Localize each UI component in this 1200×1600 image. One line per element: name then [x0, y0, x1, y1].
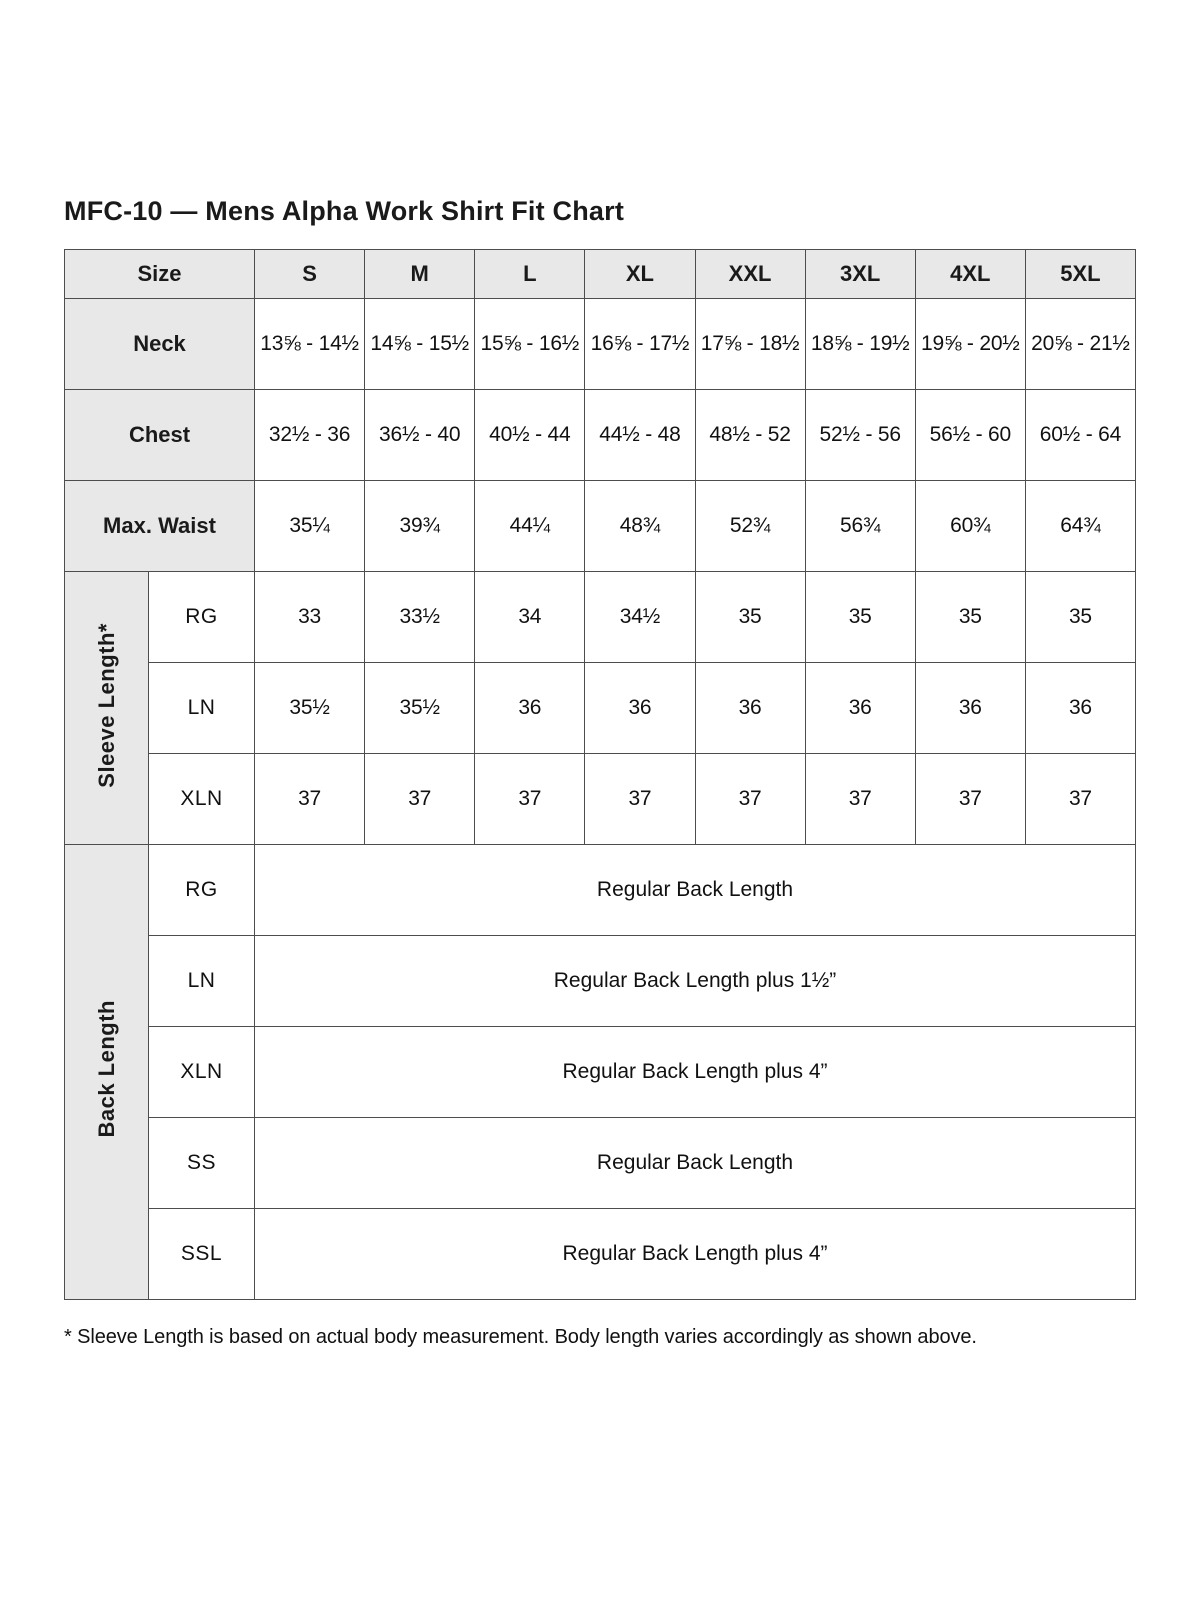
max-waist-value: 35¼ [255, 481, 365, 572]
neck-row [65, 299, 1136, 390]
sleeve-rg-value: 35 [695, 572, 805, 663]
back-ssl-row [65, 1209, 1136, 1300]
sleeve-xln-row [65, 754, 1136, 845]
header-size-4xl: 4XL [915, 250, 1025, 299]
neck-value: 16⅝ - 17½ [585, 299, 695, 390]
back-xln-row [65, 1027, 1136, 1118]
sleeve-xln-value: 37 [585, 754, 695, 845]
header-size-m: M [365, 250, 475, 299]
max-waist-value: 64¾ [1025, 481, 1135, 572]
footnote: * Sleeve Length is based on actual body measurement. Body length varies accordingly as shown above. [64, 1326, 977, 1348]
header-size-l: L [475, 250, 585, 299]
neck-value: 17⅝ - 18½ [695, 299, 805, 390]
chest-value: 48½ - 52 [695, 390, 805, 481]
sleeve-rg-value: 33 [255, 572, 365, 663]
sleeve-ln-value: 36 [1025, 663, 1135, 754]
chest-value: 32½ - 36 [255, 390, 365, 481]
back-rg-value: Regular Back Length [255, 845, 1136, 936]
sleeve-rg-row [65, 572, 1136, 663]
back-length-label-text: Back Length [93, 1000, 119, 1138]
max-waist-value: 60¾ [915, 481, 1025, 572]
chest-row [65, 390, 1136, 481]
sleeve-length-section-label [65, 572, 149, 845]
back-length-section-label [65, 845, 149, 1300]
max-waist-value: 56¾ [805, 481, 915, 572]
max-waist-value: 39¾ [365, 481, 475, 572]
sleeve-rg-label: RG [149, 572, 255, 663]
page-title: MFC-10 — Mens Alpha Work Shirt Fit Chart [64, 196, 625, 226]
back-ssl-value: Regular Back Length plus 4” [255, 1209, 1136, 1300]
neck-value: 18⅝ - 19½ [805, 299, 915, 390]
sleeve-ln-label: LN [149, 663, 255, 754]
neck-value: 15⅝ - 16½ [475, 299, 585, 390]
fit-chart-table [64, 249, 1136, 1300]
neck-value: 20⅝ - 21½ [1025, 299, 1135, 390]
neck-value: 19⅝ - 20½ [915, 299, 1025, 390]
neck-value: 13⅝ - 14½ [255, 299, 365, 390]
sleeve-ln-value: 36 [585, 663, 695, 754]
sleeve-ln-value: 35½ [365, 663, 475, 754]
sleeve-ln-value: 36 [475, 663, 585, 754]
max-waist-value: 48¾ [585, 481, 695, 572]
header-size-xxl: XXL [695, 250, 805, 299]
back-ss-label: SS [149, 1118, 255, 1209]
max-waist-row-label: Max. Waist [65, 481, 255, 572]
neck-row-label: Neck [65, 299, 255, 390]
back-xln-value: Regular Back Length plus 4” [255, 1027, 1136, 1118]
sleeve-rg-value: 34½ [585, 572, 695, 663]
back-ssl-label: SSL [149, 1209, 255, 1300]
header-size-s: S [255, 250, 365, 299]
chest-value: 44½ - 48 [585, 390, 695, 481]
chest-value: 40½ - 44 [475, 390, 585, 481]
header-size-5xl: 5XL [1025, 250, 1135, 299]
sleeve-xln-value: 37 [255, 754, 365, 845]
back-ss-row [65, 1118, 1136, 1209]
chest-value: 52½ - 56 [805, 390, 915, 481]
sleeve-length-label-text: Sleeve Length* [93, 622, 119, 788]
back-ln-row [65, 936, 1136, 1027]
sleeve-ln-value: 36 [805, 663, 915, 754]
back-ln-label: LN [149, 936, 255, 1027]
max-waist-value: 52¾ [695, 481, 805, 572]
sleeve-ln-value: 36 [695, 663, 805, 754]
sleeve-ln-row [65, 663, 1136, 754]
chest-value: 60½ - 64 [1025, 390, 1135, 481]
neck-value: 14⅝ - 15½ [365, 299, 475, 390]
chest-value: 56½ - 60 [915, 390, 1025, 481]
chest-row-label: Chest [65, 390, 255, 481]
header-size-xl: XL [585, 250, 695, 299]
sleeve-xln-value: 37 [805, 754, 915, 845]
sleeve-xln-value: 37 [365, 754, 475, 845]
sleeve-xln-value: 37 [695, 754, 805, 845]
sleeve-rg-value: 35 [915, 572, 1025, 663]
back-ss-value: Regular Back Length [255, 1118, 1136, 1209]
sleeve-ln-value: 36 [915, 663, 1025, 754]
back-ln-value: Regular Back Length plus 1½” [255, 936, 1136, 1027]
back-xln-label: XLN [149, 1027, 255, 1118]
header-size-3xl: 3XL [805, 250, 915, 299]
sleeve-xln-value: 37 [475, 754, 585, 845]
sleeve-rg-value: 35 [805, 572, 915, 663]
max-waist-row [65, 481, 1136, 572]
header-size-label: Size [65, 250, 255, 299]
back-rg-row [65, 845, 1136, 936]
sleeve-rg-value: 33½ [365, 572, 475, 663]
sleeve-ln-value: 35½ [255, 663, 365, 754]
sleeve-rg-value: 34 [475, 572, 585, 663]
max-waist-value: 44¼ [475, 481, 585, 572]
header-row [65, 250, 1136, 299]
sleeve-xln-value: 37 [915, 754, 1025, 845]
back-rg-label: RG [149, 845, 255, 936]
sleeve-rg-value: 35 [1025, 572, 1135, 663]
chest-value: 36½ - 40 [365, 390, 475, 481]
sleeve-xln-label: XLN [149, 754, 255, 845]
sleeve-xln-value: 37 [1025, 754, 1135, 845]
